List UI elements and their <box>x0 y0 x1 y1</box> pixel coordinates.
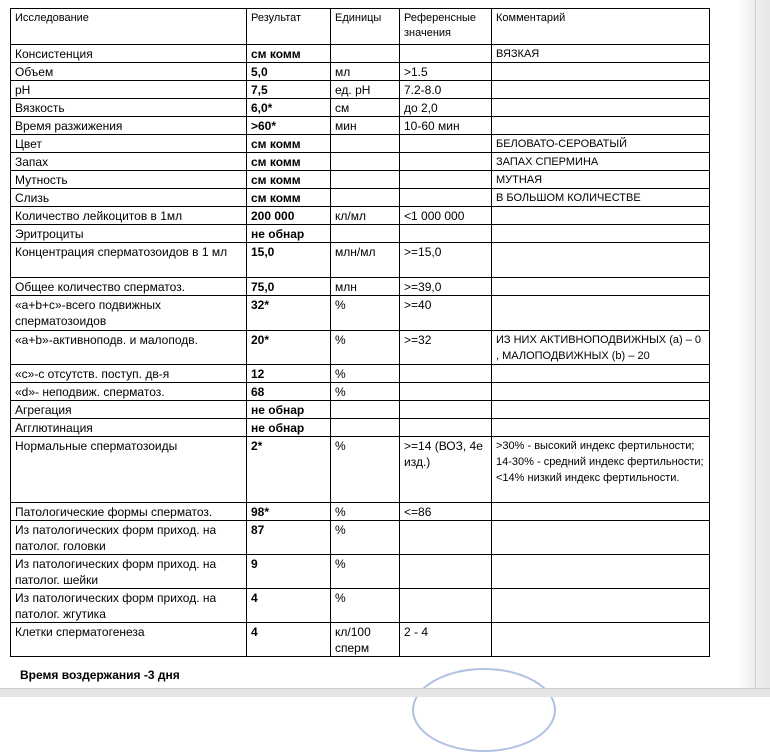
cell-study: Общее количество сперматоз. <box>11 278 247 296</box>
cell-comment <box>492 225 710 243</box>
cell-comment: МУТНАЯ <box>492 171 710 189</box>
cell-study: Консистенция <box>11 45 247 63</box>
cell-comment <box>492 589 710 623</box>
header-reference: Референсные значения <box>400 9 492 45</box>
cell-result: 200 000 <box>247 207 331 225</box>
cell-result: 87 <box>247 521 331 555</box>
cell-study: Эритроциты <box>11 225 247 243</box>
page-edge <box>755 0 756 696</box>
cell-comment <box>492 207 710 225</box>
cell-units: % <box>331 383 400 401</box>
cell-study: Мутность <box>11 171 247 189</box>
cell-study: Количество лейкоцитов в 1мл <box>11 207 247 225</box>
cell-study: Концентрация сперматозоидов в 1 мл <box>11 243 247 278</box>
cell-reference: 7.2-8.0 <box>400 81 492 99</box>
cell-result: 2* <box>247 437 331 503</box>
cell-comment: ЗАПАХ СПЕРМИНА <box>492 153 710 171</box>
table-row <box>11 225 710 243</box>
cell-units: % <box>331 503 400 521</box>
cell-reference: >=32 <box>400 331 492 365</box>
cell-result: 4 <box>247 623 331 657</box>
cell-study: «d»- неподвиж. сперматоз. <box>11 383 247 401</box>
table-row <box>11 45 710 63</box>
cell-study: Агглютинация <box>11 419 247 437</box>
cell-result: >60* <box>247 117 331 135</box>
header-study: Исследование <box>11 9 247 45</box>
cell-comment: >30% - высокий индекс фертильности; 14-30% - средний индекс фертильности; <14% низкий индекс фертильности. <box>492 437 710 503</box>
cell-reference <box>400 401 492 419</box>
cell-study: Из патологических форм приход. на патолог. шейки <box>11 555 247 589</box>
cell-result: 68 <box>247 383 331 401</box>
cell-units <box>331 419 400 437</box>
table-row <box>11 81 710 99</box>
cell-units <box>331 171 400 189</box>
cell-result: 98* <box>247 503 331 521</box>
cell-study: Объем <box>11 63 247 81</box>
table-row <box>11 207 710 225</box>
table-row <box>11 419 710 437</box>
cell-study: Нормальные сперматозоиды <box>11 437 247 503</box>
table-row <box>11 623 710 657</box>
table-row <box>11 365 710 383</box>
table-row <box>11 401 710 419</box>
cell-study: «a+b»-активноподв. и малоподв. <box>11 331 247 365</box>
cell-comment <box>492 365 710 383</box>
cell-result: не обнар <box>247 401 331 419</box>
table-row <box>11 171 710 189</box>
cell-result: 12 <box>247 365 331 383</box>
cell-result: 20* <box>247 331 331 365</box>
table-row <box>11 331 710 365</box>
table-row <box>11 589 710 623</box>
cell-result: 75,0 <box>247 278 331 296</box>
cell-units <box>331 401 400 419</box>
cell-reference <box>400 189 492 207</box>
cell-comment <box>492 99 710 117</box>
cell-units: % <box>331 437 400 503</box>
cell-reference: >=14 (ВОЗ, 4е изд.) <box>400 437 492 503</box>
cell-result: 4 <box>247 589 331 623</box>
cell-result: 6,0* <box>247 99 331 117</box>
cell-result: см комм <box>247 45 331 63</box>
cell-comment <box>492 278 710 296</box>
cell-comment: В БОЛЬШОМ КОЛИЧЕСТВЕ <box>492 189 710 207</box>
table-header-row <box>11 9 710 45</box>
cell-units: % <box>331 521 400 555</box>
table-row <box>11 437 710 503</box>
cell-study: «c»-с отсутств. поступ. дв-я <box>11 365 247 383</box>
cell-study: Из патологических форм приход. на патолог. головки <box>11 521 247 555</box>
cell-units: % <box>331 296 400 331</box>
cell-comment <box>492 117 710 135</box>
cell-comment <box>492 503 710 521</box>
cell-reference <box>400 45 492 63</box>
cell-units <box>331 153 400 171</box>
cell-reference <box>400 589 492 623</box>
cell-result: 15,0 <box>247 243 331 278</box>
cell-study: Из патологических форм приход. на патолог. жгутика <box>11 589 247 623</box>
cell-reference: >1.5 <box>400 63 492 81</box>
table-row <box>11 63 710 81</box>
cell-reference <box>400 521 492 555</box>
cell-study: Вязкость <box>11 99 247 117</box>
cell-study: Патологические формы сперматоз. <box>11 503 247 521</box>
cell-reference: <1 000 000 <box>400 207 492 225</box>
cell-units: % <box>331 555 400 589</box>
cell-comment: ИЗ НИХ АКТИВНОПОДВИЖНЫХ (a) – 0 , МАЛОПОДВИЖНЫХ (b) – 20 <box>492 331 710 365</box>
cell-units: мл <box>331 63 400 81</box>
table-row <box>11 278 710 296</box>
table-row <box>11 555 710 589</box>
stamp-seal <box>412 668 556 752</box>
cell-result: не обнар <box>247 225 331 243</box>
cell-units: кл/мл <box>331 207 400 225</box>
cell-units: ед. pH <box>331 81 400 99</box>
cell-reference: >=15,0 <box>400 243 492 278</box>
cell-reference: >=39,0 <box>400 278 492 296</box>
cell-reference <box>400 419 492 437</box>
cell-comment <box>492 81 710 99</box>
table-row <box>11 503 710 521</box>
cell-units: млн <box>331 278 400 296</box>
cell-result: см комм <box>247 135 331 153</box>
cell-result: не обнар <box>247 419 331 437</box>
abstinence-note: Время воздержания -3 дня <box>20 668 180 682</box>
cell-comment <box>492 521 710 555</box>
table-row <box>11 383 710 401</box>
cell-units <box>331 135 400 153</box>
cell-units <box>331 189 400 207</box>
header-result: Результат <box>247 9 331 45</box>
cell-comment: БЕЛОВАТО-СЕРОВАТЫЙ <box>492 135 710 153</box>
cell-result: см комм <box>247 171 331 189</box>
cell-result: 32* <box>247 296 331 331</box>
cell-reference <box>400 171 492 189</box>
table-row <box>11 521 710 555</box>
cell-comment <box>492 383 710 401</box>
cell-units <box>331 225 400 243</box>
cell-study: pH <box>11 81 247 99</box>
table-row <box>11 135 710 153</box>
cell-reference <box>400 555 492 589</box>
cell-units: % <box>331 589 400 623</box>
cell-reference <box>400 365 492 383</box>
cell-study: «a+b+c»-всего подвижных сперматозоидов <box>11 296 247 331</box>
cell-comment <box>492 419 710 437</box>
cell-reference: до 2,0 <box>400 99 492 117</box>
cell-reference: <=86 <box>400 503 492 521</box>
cell-study: Запах <box>11 153 247 171</box>
cell-study: Время разжижения <box>11 117 247 135</box>
cell-comment <box>492 296 710 331</box>
cell-comment <box>492 63 710 81</box>
cell-comment <box>492 555 710 589</box>
cell-comment <box>492 623 710 657</box>
cell-result: см комм <box>247 153 331 171</box>
semen-analysis-table <box>10 8 710 657</box>
cell-units <box>331 45 400 63</box>
cell-study: Агрегация <box>11 401 247 419</box>
cell-comment: ВЯЗКАЯ <box>492 45 710 63</box>
table-body <box>11 45 710 657</box>
cell-units: мин <box>331 117 400 135</box>
cell-result: 7,5 <box>247 81 331 99</box>
cell-study: Слизь <box>11 189 247 207</box>
cell-units: см <box>331 99 400 117</box>
cell-comment <box>492 401 710 419</box>
table-row <box>11 99 710 117</box>
cell-result: 5,0 <box>247 63 331 81</box>
table-row <box>11 296 710 331</box>
cell-result: 9 <box>247 555 331 589</box>
cell-study: Клетки сперматогенеза <box>11 623 247 657</box>
cell-units: % <box>331 365 400 383</box>
cell-units: кл/100 сперм <box>331 623 400 657</box>
table-row <box>11 243 710 278</box>
table-row <box>11 189 710 207</box>
cell-units: % <box>331 331 400 365</box>
cell-reference <box>400 135 492 153</box>
cell-reference: >=40 <box>400 296 492 331</box>
cell-reference: 2 - 4 <box>400 623 492 657</box>
header-comment: Комментарий <box>492 9 710 45</box>
table-row <box>11 153 710 171</box>
cell-reference <box>400 153 492 171</box>
cell-reference <box>400 225 492 243</box>
table-row <box>11 117 710 135</box>
cell-study: Цвет <box>11 135 247 153</box>
page-shadow <box>738 0 770 696</box>
cell-comment <box>492 243 710 278</box>
cell-units: млн/мл <box>331 243 400 278</box>
header-units: Единицы <box>331 9 400 45</box>
cell-reference: 10-60 мин <box>400 117 492 135</box>
cell-reference <box>400 383 492 401</box>
cell-result: см комм <box>247 189 331 207</box>
